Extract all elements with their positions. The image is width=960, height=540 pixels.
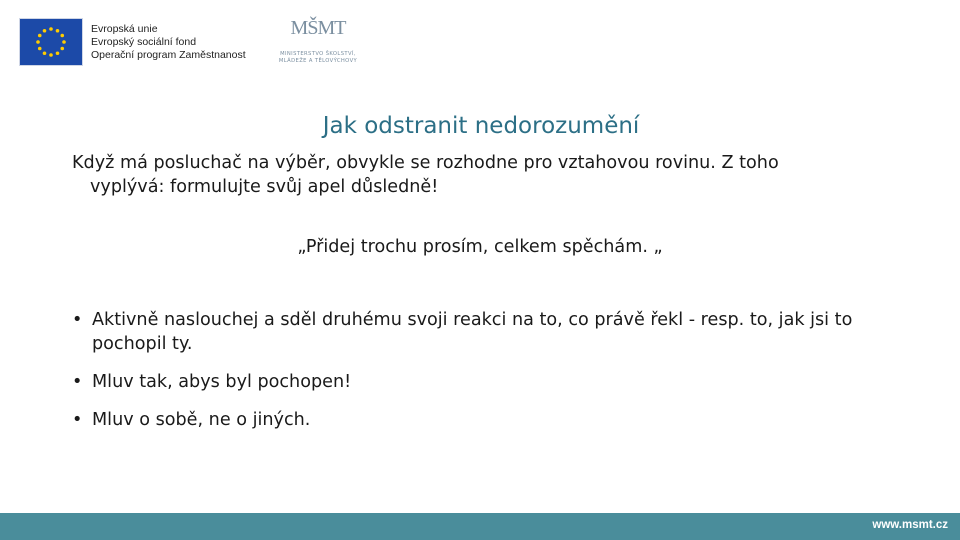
- msmt-logo-line: MLÁDEŽE A TĚLOVÝCHOVY: [278, 58, 358, 64]
- bullet-text: Mluv tak, abys byl pochopen!: [92, 372, 352, 392]
- bullet-text: Mluv o sobě, ne o jiných.: [92, 410, 311, 430]
- quote: „Přidej trochu prosím, celkem spěchám. „: [297, 237, 663, 257]
- bullet-list: [72, 308, 892, 446]
- bullet-icon: •: [72, 372, 83, 392]
- eu-star-icon: [43, 51, 47, 55]
- eu-logo-text: [91, 23, 246, 62]
- eu-star-icon: [38, 47, 42, 51]
- eu-logo: [19, 18, 246, 66]
- eu-star-icon: [43, 29, 47, 33]
- msmt-logo-line: MINISTERSTVO ŠKOLSTVÍ,: [280, 51, 356, 57]
- msmt-logo: [266, 12, 370, 68]
- slide-title: [0, 113, 960, 139]
- bullet-item: [72, 370, 892, 394]
- intro-paragraph: [72, 151, 892, 199]
- footer-bar: [0, 513, 960, 540]
- bullet-item: [72, 408, 892, 432]
- eu-line: Operační program Zaměstnanost: [91, 48, 246, 61]
- bullet-icon: •: [72, 310, 83, 330]
- eu-line: Evropský sociální fond: [91, 35, 197, 48]
- msmt-logo-letters: MŠMT: [290, 17, 346, 39]
- intro-line: vyplývá: formulujte svůj apel důsledně!: [90, 177, 439, 197]
- eu-star-icon: [60, 47, 64, 51]
- intro-line: Když má posluchač na výběr, obvykle se rozhodne pro vztahovou rovinu. Z toho: [72, 153, 779, 173]
- bullet-icon: •: [72, 410, 83, 430]
- bullet-item: [72, 308, 892, 356]
- eu-star-icon: [36, 40, 40, 44]
- eu-flag-icon: [19, 18, 83, 66]
- eu-star-icon: [60, 34, 64, 38]
- eu-star-icon: [56, 29, 60, 33]
- eu-star-icon: [38, 34, 42, 38]
- footer-url: www.msmt.cz: [872, 519, 948, 531]
- eu-star-icon: [49, 27, 53, 31]
- bullet-text: Aktivně naslouchej a sděl druhému svoji reakci na to, co právě řekl - resp. to, jak jsi to pochopil ty.: [92, 310, 853, 354]
- eu-line: Evropská unie: [91, 22, 158, 35]
- eu-star-icon: [56, 51, 60, 55]
- eu-star-icon: [49, 53, 53, 57]
- eu-star-icon: [62, 40, 66, 44]
- slide-title-text: Jak odstranit nedorozumění: [322, 113, 640, 139]
